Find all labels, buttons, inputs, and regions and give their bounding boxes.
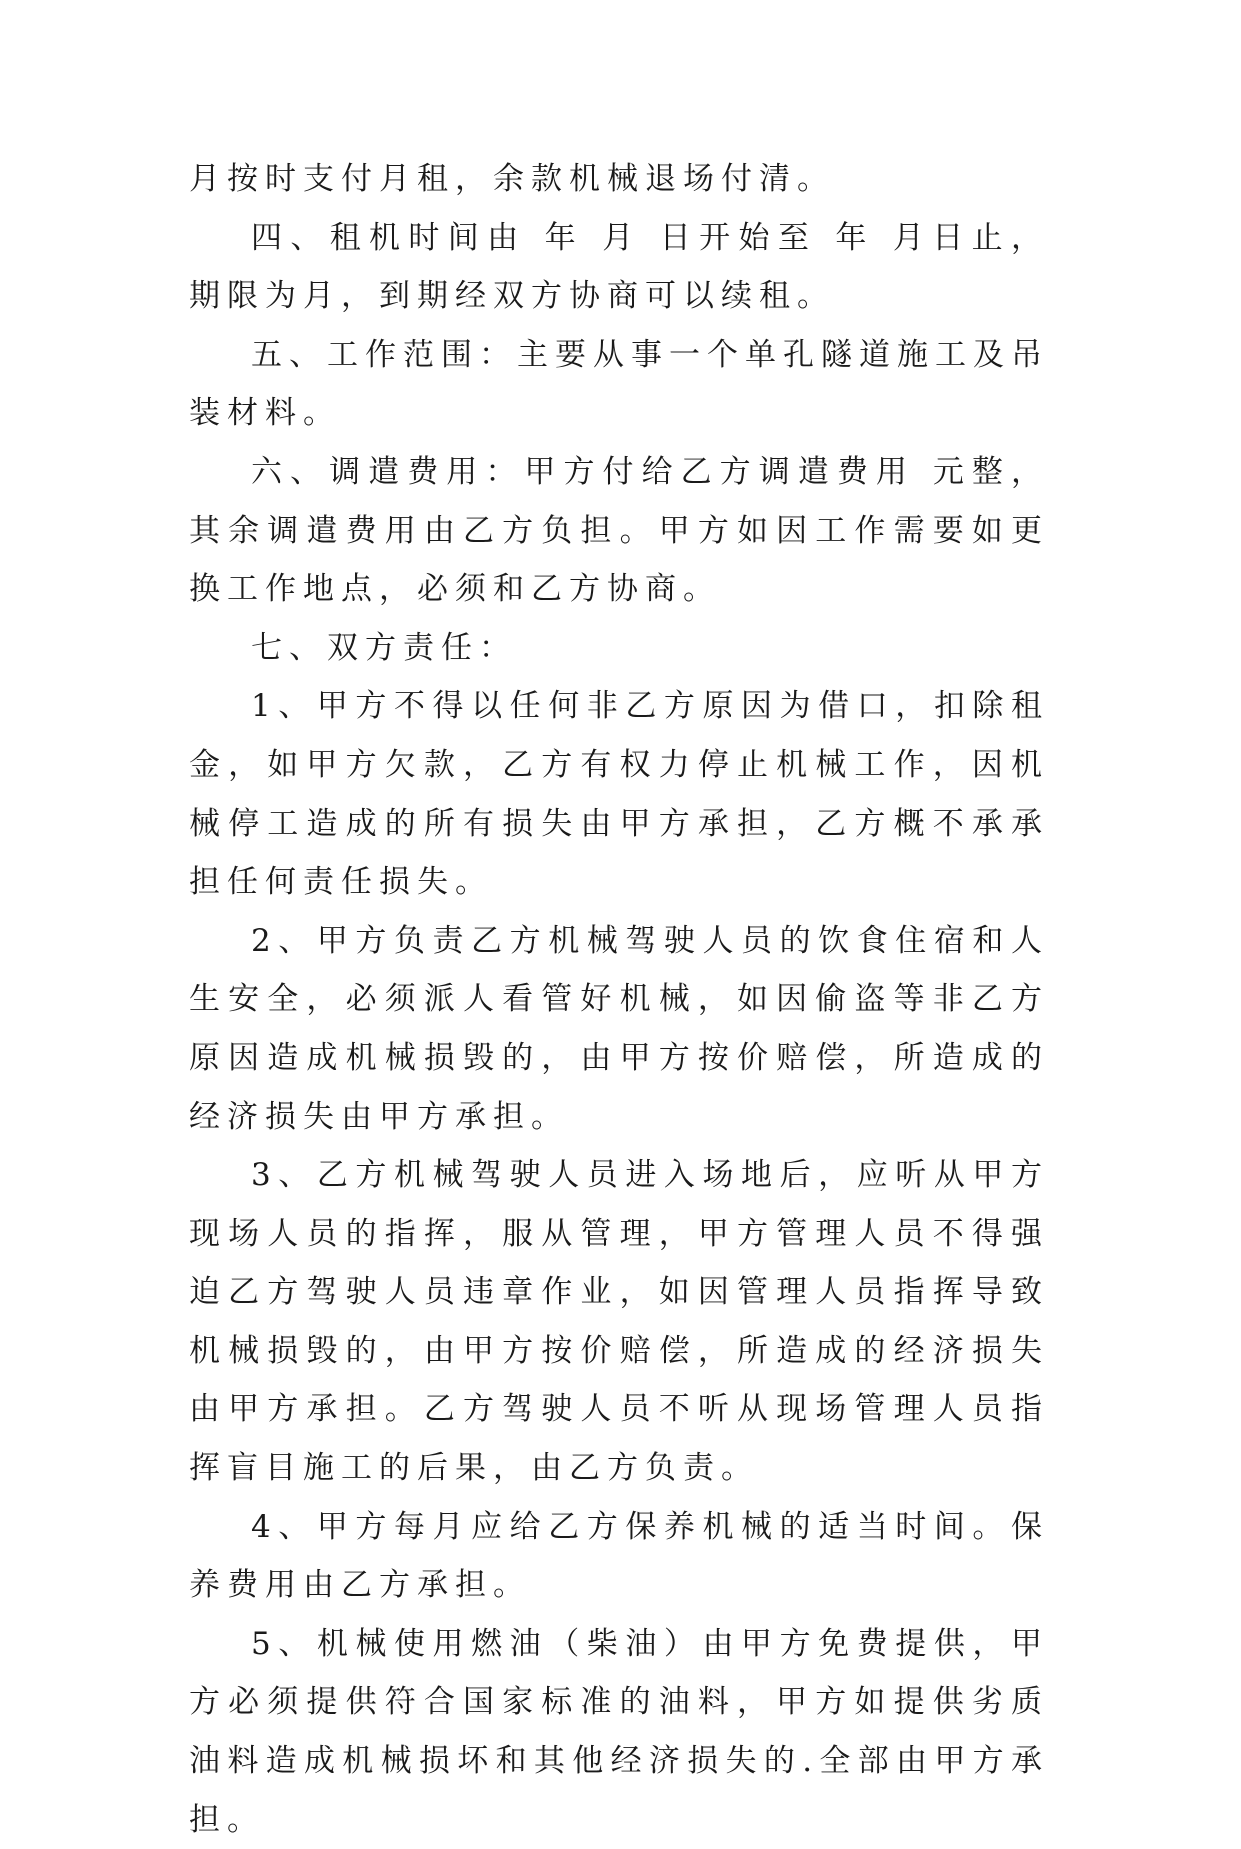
heading-responsibilities: 七、双方责任： <box>251 629 517 666</box>
clause-4: 4、甲方每月应给乙方保养机械的适当时间。保养费用由乙方承担。 <box>189 1508 1049 1604</box>
paragraph-rental-period: 四、租机时间由 年 月 日开始至 年 月日止，期限为月，到期经双方协商可以续租。 <box>189 219 1049 315</box>
document-body <box>189 150 1049 1849</box>
clause-1: 1、甲方不得以任何非乙方原因为借口，扣除租金，如甲方欠款，乙方有权力停止机械工作，因机械停工造成的所有损失由甲方承担，乙方概不承承担任何责任损失。 <box>189 688 1049 901</box>
clause-5: 5、机械使用燃油（柴油）由甲方免费提供，甲方必须提供符合国家标准的油料，甲方如提供劣质油料造成机械损坏和其他经济损失的.全部由甲方承担。 <box>189 1625 1049 1838</box>
clause-3: 3、乙方机械驾驶人员进入场地后，应听从甲方现场人员的指挥，服从管理，甲方管理人员不得强迫乙方驾驶人员违章作业，如因管理人员指挥导致机械损毁的，由甲方按价赔偿，所造成的经济损失由甲方承担。乙方驾驶人员不听从现场管理人员指挥盲目施工的后果，由乙方负责。 <box>189 1157 1049 1487</box>
clause-2: 2、甲方负责乙方机械驾驶人员的饮食住宿和人生安全，必须派人看管好机械，如因偷盗等非乙方原因造成机械损毁的，由甲方按价赔偿，所造成的经济损失由甲方承担。 <box>189 922 1049 1135</box>
paragraph-rent-payment: 月按时支付月租，余款机械退场付清。 <box>189 161 835 197</box>
paragraph-work-scope: 五、工作范围：主要从事一个单孔隧道施工及吊装材料。 <box>189 336 1049 432</box>
paragraph-dispatch-fee: 六、调遣费用：甲方付给乙方调遣费用 元整，其余调遣费用由乙方负担。甲方如因工作需要如更换工作地点，必须和乙方协商。 <box>189 453 1049 608</box>
